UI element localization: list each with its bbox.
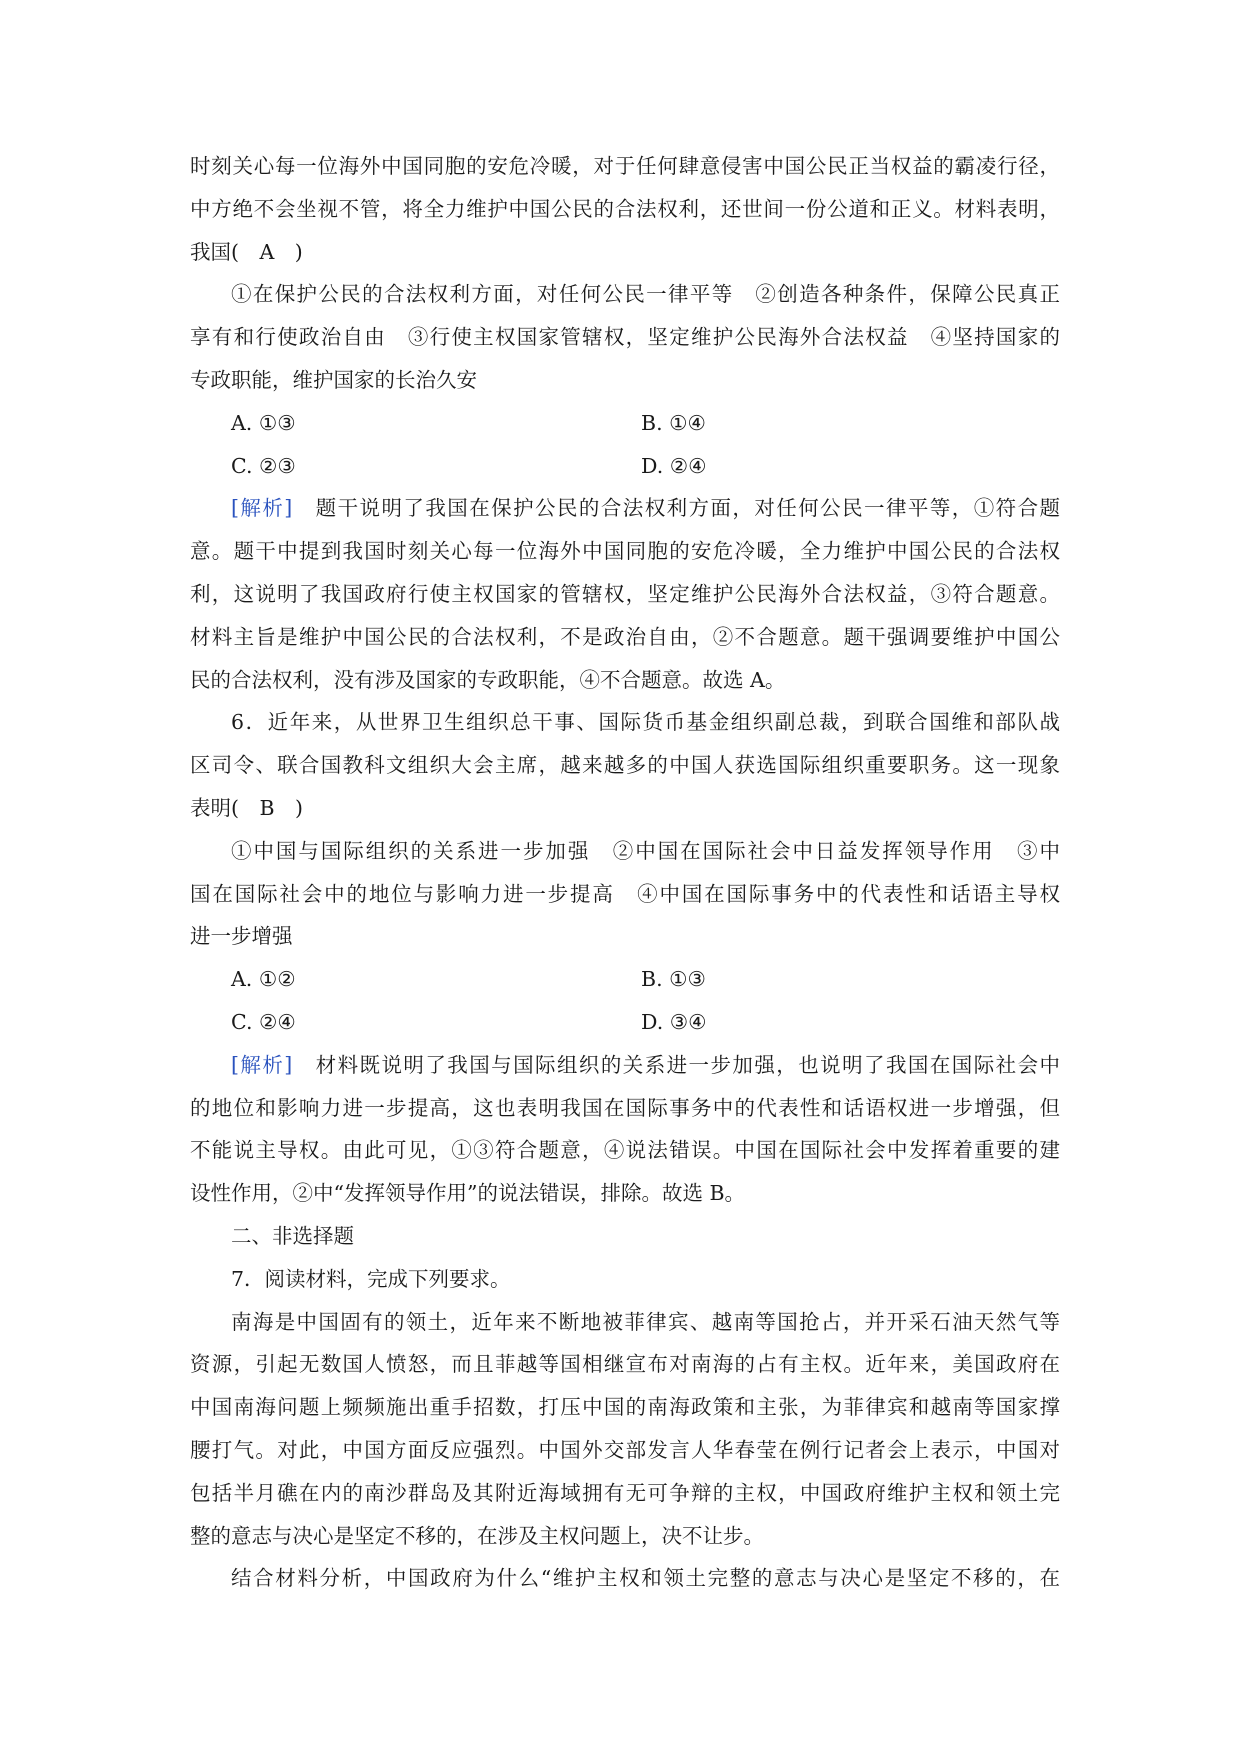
q6-analysis-text: 材料既说明了我国与国际组织的关系进一步加强，也说明了我国在国际社会中 — [292, 1052, 1061, 1077]
q5-stem-line: 我国( A ) — [190, 239, 303, 264]
q6-options-row-2 — [190, 1001, 1060, 1044]
q5-option-a: A. ①③ — [231, 410, 296, 435]
q6-stem-line: 区司令、联合国教科文组织大会主席，越来越多的中国人获选国际组织重要职务。这一现象 — [190, 753, 1060, 778]
q6-analysis-tag: [解析] — [231, 1052, 293, 1077]
question-6 — [190, 701, 1060, 1215]
q6-option-a: A. ①② — [231, 967, 296, 992]
q5-analysis-tag: [解析] — [231, 496, 293, 521]
q7-material-line: 包括半月礁在内的南沙群岛及其附近海域拥有无可争辩的主权，中国政府维护主权和领土完 — [190, 1480, 1060, 1505]
q6-item-line: ①中国与国际组织的关系进一步加强 ②中国在国际社会中日益发挥领导作用 ③中 — [231, 838, 1060, 863]
q7-material-line: 腰打气。对此，中国方面反应强烈。中国外交部发言人华春莹在例行记者会上表示，中国对 — [190, 1437, 1060, 1462]
section-title: 二、非选择题 — [231, 1223, 354, 1248]
q5-analysis-line: 材料主旨是维护中国公民的合法权利，不是政治自由，②不合题意。题干强调要维护中国公 — [190, 624, 1060, 649]
q6-stem-line: 6．近年来，从世界卫生组织总干事、国际货币基金组织副总裁，到联合国维和部队战 — [231, 710, 1060, 735]
q7-material-line: 中国南海问题上频频施出重手招数，打压中国的南海政策和主张，为菲律宾和越南等国家撑 — [190, 1395, 1060, 1420]
q6-item-line: 国在国际社会中的地位与影响力进一步提高 ④中国在国际事务中的代表性和话语主导权 — [190, 881, 1060, 906]
q5-option-d: D. ②④ — [641, 453, 707, 478]
q5-analysis-line: 利，这说明了我国政府行使主权国家的管辖权，坚定维护公民海外合法权益，③符合题意。 — [190, 581, 1060, 606]
q5-stem-line: 时刻关心每一位海外中国同胞的安危冷暖，对于任何肆意侵害中国公民正当权益的霸凌行径， — [190, 154, 1060, 178]
q6-options-row-1 — [190, 958, 1060, 1001]
q6-analysis-line: 设性作用，②中“发挥领导作用”的说法错误，排除。故选 B。 — [190, 1181, 746, 1206]
q6-option-b: B. ①③ — [641, 967, 706, 992]
q7-question: 结合材料分析，中国政府为什么“维护主权和领土完整的意志与决心是坚定不移的，在 — [231, 1566, 1060, 1591]
q5-analysis-text: 题干说明了我国在保护公民的合法权利方面，对任何公民一律平等，①符合题 — [292, 496, 1061, 521]
q5-analysis-line — [190, 487, 1060, 530]
q5-analysis-line: 意。题干中提到我国时刻关心每一位海外中国同胞的安危冷暖，全力维护中国公民的合法权 — [190, 539, 1060, 564]
q5-analysis-line: 民的合法权利，没有涉及国家的专政职能，④不合题意。故选 A。 — [190, 667, 786, 692]
document-page — [190, 145, 1060, 1600]
q7-material-line: 资源，引起无数国人愤怒，而且菲越等国相继宣布对南海的占有主权。近年来，美国政府在 — [190, 1352, 1060, 1377]
q6-item-line: 进一步增强 — [190, 924, 293, 949]
q6-analysis-line — [190, 1044, 1060, 1087]
q5-option-b: B. ①④ — [641, 410, 706, 435]
question-5 — [190, 145, 1060, 701]
q5-item-line: 专政职能，维护国家的长治久安 — [190, 367, 477, 392]
q7-material-line: 整的意志与决心是坚定不移的，在涉及主权问题上，决不让步。 — [190, 1523, 764, 1548]
q6-stem-line: 表明( B ) — [190, 795, 304, 820]
q6-analysis-line: 的地位和影响力进一步提高，这也表明我国在国际事务中的代表性和话语权进一步增强，但 — [190, 1095, 1060, 1120]
q5-options-row-2 — [190, 445, 1060, 488]
q5-stem-line: 中方绝不会坐视不管，将全力维护中国公民的合法权利，还世间一份公道和正义。材料表明， — [190, 196, 1060, 221]
q6-option-d: D. ③④ — [641, 1009, 707, 1034]
q7-title: 7．阅读材料，完成下列要求。 — [231, 1266, 511, 1291]
q7-material-line: 南海是中国固有的领土，近年来不断地被菲律宾、越南等国抢占，并开采石油天然气等 — [231, 1309, 1060, 1334]
q6-option-c: C. ②④ — [231, 1009, 296, 1034]
q6-analysis-line: 不能说主导权。由此可见，①③符合题意，④说法错误。中国在国际社会中发挥着重要的建 — [190, 1138, 1060, 1163]
q5-item-line: 享有和行使政治自由 ③行使主权国家管辖权，坚定维护公民海外合法权益 ④坚持国家的 — [190, 325, 1060, 350]
question-7 — [190, 1258, 1060, 1600]
q5-option-c: C. ②③ — [231, 453, 296, 478]
q5-item-line: ①在保护公民的合法权利方面，对任何公民一律平等 ②创造各种条件，保障公民真正 — [231, 282, 1060, 307]
q5-options-row-1 — [190, 402, 1060, 445]
